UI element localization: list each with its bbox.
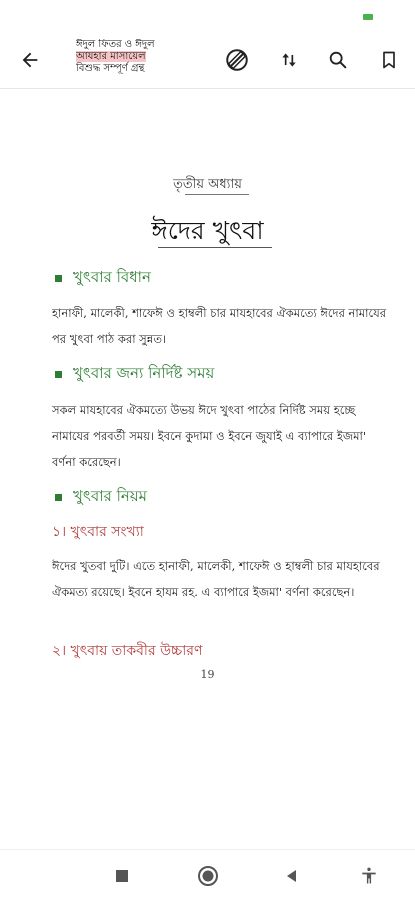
section-heading [55, 485, 147, 510]
home-button[interactable] [194, 862, 222, 890]
section-heading-text: খুৎবার নিয়ম [73, 487, 147, 505]
screen-rotation-icon [224, 47, 250, 73]
system-nav-bar [0, 849, 415, 901]
search-button[interactable] [322, 44, 354, 76]
back-triangle-icon [284, 868, 300, 884]
recents-square-icon [114, 868, 130, 884]
status-bar [0, 0, 415, 30]
book-title-line2: আযহার মাসায়েল [76, 51, 146, 62]
bookmark-button[interactable] [373, 44, 405, 76]
app-bar [0, 30, 415, 89]
accessibility-icon [359, 866, 379, 886]
paragraph: সকল মাযহাবের ঐকমত্যে উভয় ঈদে খুৎবা পাঠের নির্দিষ্ট সময় হচ্ছে নামাযের পরবর্তী সময়। ইবনে কুদামা ও ইবনে জুযাই এ ব্যাপারে ইজমা' বর্ণনা করেছেন। [52, 403, 366, 469]
paragraph: ঈদের খুতবা দুটি। এতে হানাফী, মালেকী, শাফেঈ ও হাম্বলী চার মাযহাবের ঐকমত্য রয়েছে। ইবনে হাযম রহ. এ ব্যাপারে ইজমা' বর্ণনা করেছেন। [52, 559, 380, 599]
book-title-line1: ঈদুল ফিতর ও ঈদুল [76, 39, 155, 50]
square-bullet-icon [55, 371, 62, 378]
arrow-left-icon [19, 49, 41, 71]
paragraph: হানাফী, মালেকী, শাফেঈ ও হাম্বলী চার মাযহাবের ঐকমত্যে ঈদের নামাযের পর খুৎবা পাঠ করা সুন্নত। [52, 306, 387, 346]
square-bullet-icon [55, 275, 62, 282]
back-button[interactable] [14, 44, 46, 76]
chapter-title: ঈদের খুৎবা [151, 216, 264, 245]
page-number: 19 [200, 668, 215, 681]
subsection-heading: ১। খুৎবার সংখ্যা [52, 524, 144, 540]
swap-vertical-icon [279, 49, 299, 71]
bookmark-icon [379, 49, 399, 71]
section-heading [55, 362, 214, 387]
section-heading [55, 266, 151, 291]
rotate-button[interactable] [221, 44, 253, 76]
nav-back-button[interactable] [278, 862, 306, 890]
section-heading-text: খুৎবার বিধান [73, 268, 151, 286]
recents-button[interactable] [108, 862, 136, 890]
home-circle-icon [197, 865, 219, 887]
book-title-line3: বিশুদ্ধ সম্পূর্ণ গ্রন্থ [76, 63, 145, 74]
battery-icon [363, 14, 373, 20]
search-icon [327, 49, 349, 71]
square-bullet-icon [55, 494, 62, 501]
reader-page[interactable] [0, 89, 415, 849]
subsection-heading: ২। খুৎবায় তাকবীর উচ্চারণ [52, 643, 203, 659]
book-title [76, 39, 211, 75]
chapter-underline [185, 194, 249, 195]
scroll-mode-button[interactable] [273, 44, 305, 76]
section-heading-text: খুৎবার জন্য নির্দিষ্ট সময় [73, 364, 215, 382]
chapter-label: তৃতীয় অধ্যায় [173, 177, 242, 192]
accessibility-button[interactable] [355, 862, 383, 890]
chapter-title-underline [158, 247, 272, 248]
